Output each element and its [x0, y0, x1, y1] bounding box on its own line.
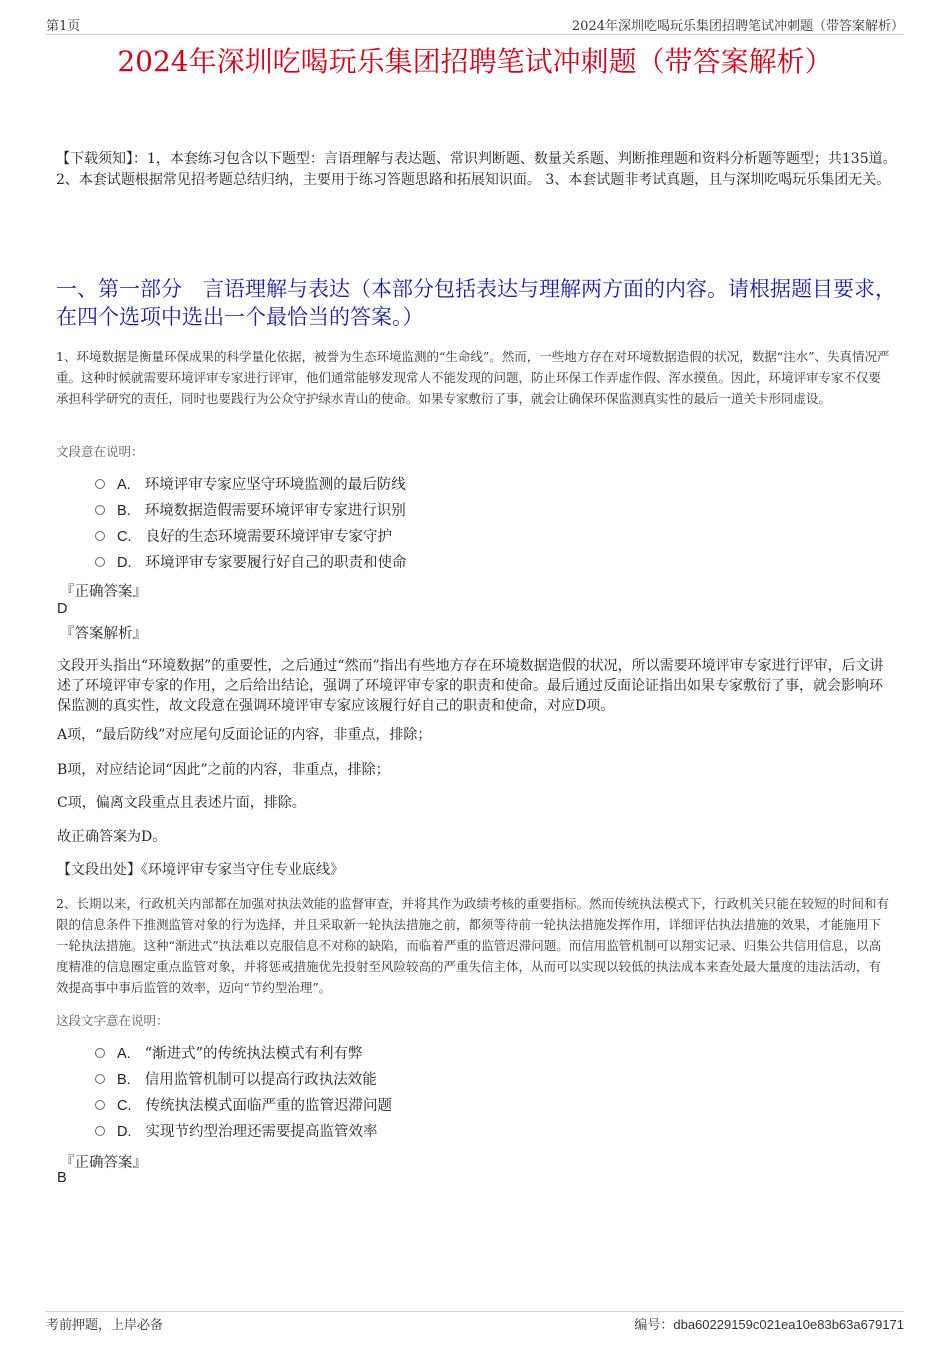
analysis-note-b: B项，对应结论词“因此”之前的内容，非重点，排除；: [57, 762, 390, 778]
page-header: [46, 14, 904, 35]
radio-icon[interactable]: [95, 1048, 105, 1058]
radio-icon[interactable]: [95, 1074, 105, 1084]
radio-icon[interactable]: [95, 479, 105, 489]
option-d[interactable]: D. 环境评审专家要履行好自己的职责和使命: [95, 550, 407, 576]
answer-analysis: 文段开头指出“环境数据”的重要性，之后通过“然而”指出有些地方存在环境数据造假的状况，所以需要环境评审专家进行评审，后文讲述了环境评审专家的作用，之后给出结论，强调了环境评审专家的职责和使命。最后通过反面论证指出如果专家敷衍了事，就会影响环保监测的真实性，故文段意在强调环境评审专家应该履行好自己的职责和使命，对应D项。: [57, 658, 884, 714]
analysis-label: 『答案解析』: [60, 626, 147, 642]
option-c[interactable]: C. 良好的生态环境需要环境评审专家守护: [95, 524, 407, 550]
question-2-stem: 这段文字意在说明：: [56, 1013, 169, 1028]
radio-icon[interactable]: [95, 505, 105, 515]
page-number: 第1页: [46, 19, 81, 34]
correct-answer: B: [57, 1170, 67, 1186]
question-1-options: [95, 472, 407, 576]
question-1-text: 1、环境数据是衡量环保成果的科学量化依据，被誉为生态环境监测的“生命线”。然而，一些地方存在对环境数据造假的状况，数据“注水”、失真情况严重。这种时候就需要环境评审专家进行评审，他们通常能够发现常人不能发现的问题，防止环保工作弄虚作假、浑水摸鱼。因此，环境评审专家不仅要承担科学研究的责任，同时也要践行为公众守护绿水青山的使命。如果专家敷衍了事，就会让确保环保监测真实性的最后一道关卡形同虚设。: [56, 349, 890, 406]
radio-icon[interactable]: [95, 1100, 105, 1110]
page-footer: [46, 1311, 904, 1332]
header-doc-title: 2024年深圳吃喝玩乐集团招聘笔试冲刺题（带答案解析）: [571, 19, 904, 34]
question-2-options: [95, 1041, 392, 1145]
question-2-text: 2、长期以来，行政机关内部都在加强对执法效能的监督审查，并将其作为政绩考核的重要指标。然而传统执法模式下，行政机关只能在较短的时间和有限的信息条件下推测监管对象的行为选择，并且采取新一轮执法措施之前，都须等待前一轮执法措施发挥作用，详细评估执法措施的效果，才能施用下一轮执法措施。这种“渐进式”执法难以克服信息不对称的缺陷，而临着严重的监管迟滞问题。而信用监管机制可以翔实记录、归集公共信用信息，以高度精准的信息圈定重点监管对象，并将惩戒措施优先投射至风险较高的严重失信主体，从而可以实现以较低的执法成本来查处最大量度的违法活动，有效提高事中事后监管的效率，迈向“节约型治理”。: [56, 896, 889, 995]
radio-icon[interactable]: [95, 1126, 105, 1136]
footer-slogan: 考前押题，上岸必备: [46, 1318, 164, 1333]
radio-icon[interactable]: [95, 557, 105, 567]
analysis-conclusion: 故正确答案为D。: [57, 829, 167, 845]
answer-label: 『正确答案』: [60, 1155, 147, 1171]
download-notice: 【下载须知】：1，本套练习包含以下题型：言语理解与表达题、常识判断题、数量关系题、判断推理题和资料分析题等题型；共135道。 2、本套试题根据常见招考题总结归纳，主要用于练习答题思路和拓展知识面。 3、本套试题非考试真题，且与深圳吃喝玩乐集团无关。: [56, 151, 897, 188]
radio-icon[interactable]: [95, 531, 105, 541]
correct-answer: D: [57, 601, 68, 617]
analysis-note-c: C项，偏离文段重点且表述片面，排除。: [57, 795, 306, 811]
passage-source: 【文段出处】《环境评审专家当守住专业底线》: [57, 862, 344, 878]
option-b[interactable]: B. 环境数据造假需要环境评审专家进行识别: [95, 498, 407, 524]
option-a[interactable]: A. 环境评审专家应坚守环境监测的最后防线: [95, 472, 407, 498]
section-heading: 一、第一部分 言语理解与表达（本部分包括表达与理解两方面的内容。请根据题目要求，在四个选项中选出一个最恰当的答案。）: [56, 277, 896, 329]
document-code: 编号：dba60229159c021ea10e83b63a679171: [634, 1317, 904, 1333]
option-a[interactable]: A. “渐进式”的传统执法模式有利有弊: [95, 1041, 392, 1067]
answer-label: 『正确答案』: [60, 584, 147, 600]
analysis-note-a: A项，“最后防线”对应尾句反面论证的内容，非重点，排除；: [57, 727, 432, 743]
option-c[interactable]: C. 传统执法模式面临严重的监管迟滞问题: [95, 1093, 392, 1119]
option-b[interactable]: B. 信用监管机制可以提高行政执法效能: [95, 1067, 392, 1093]
option-d[interactable]: D. 实现节约型治理还需要提高监管效率: [95, 1119, 392, 1145]
question-1-stem: 文段意在说明：: [56, 444, 144, 459]
page-title: 2024年深圳吃喝玩乐集团招聘笔试冲刺题（带答案解析）: [117, 45, 833, 78]
